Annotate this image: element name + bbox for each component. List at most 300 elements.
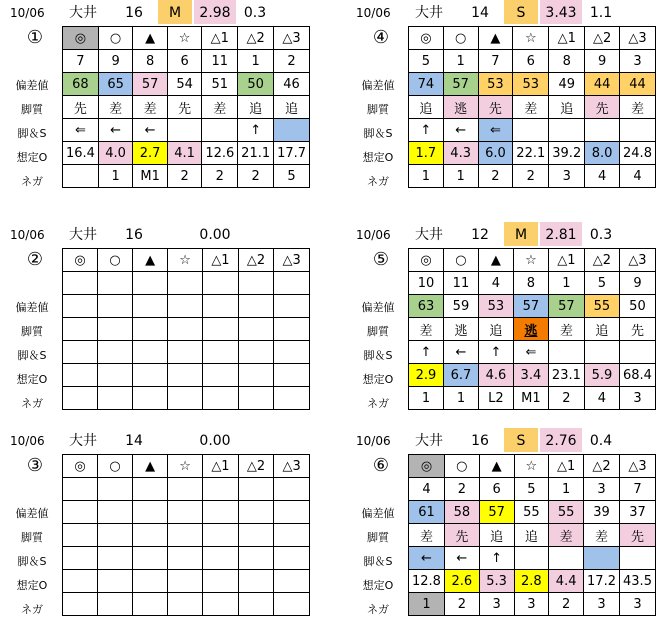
grid-cell: 差 [98, 96, 133, 119]
deviation-row [409, 295, 656, 318]
grid-cell: 追 [549, 96, 585, 119]
marks-row [63, 455, 310, 478]
grid-cell: △1 [203, 455, 239, 478]
grid-cell [63, 570, 98, 593]
grid-cell: ○ [98, 249, 133, 272]
grid-cell: △3 [274, 249, 310, 272]
grade-badge: M [504, 222, 538, 246]
marks-row [63, 249, 310, 272]
grid-cell: 44 [585, 73, 620, 96]
grid-cell [63, 593, 98, 616]
grid-cell: ☆ [168, 455, 203, 478]
running-style-row [63, 524, 310, 547]
secondary-value: 0.4 [589, 433, 613, 449]
grid-cell [168, 501, 203, 524]
prediction-grid [408, 26, 656, 188]
grid-cell: 追 [514, 524, 549, 547]
grid-cell: 9 [585, 50, 620, 73]
grid-cell: 1 [443, 165, 478, 188]
grid-cell [238, 478, 274, 501]
grid-cell: 1 [443, 50, 478, 73]
grid-cell [238, 341, 274, 364]
grade-badge: M [158, 0, 192, 24]
grid-cell [133, 318, 168, 341]
panel-header [10, 428, 310, 452]
score-value: 0.00 [199, 433, 231, 449]
grid-cell [238, 547, 274, 570]
grid-cell [98, 524, 133, 547]
grid-cell: △2 [585, 27, 620, 50]
deviation-row [409, 501, 656, 524]
grid-cell [133, 272, 168, 295]
grid-cell: 先 [444, 524, 479, 547]
grid-cell: 先 [619, 318, 655, 341]
grid-cell: 12.6 [202, 142, 238, 165]
grid-cell [168, 341, 203, 364]
row-label: ネガ [21, 603, 43, 616]
grid-cell: 4.4 [549, 570, 584, 593]
grid-cell: 4 [620, 165, 656, 188]
grid-cell [168, 570, 203, 593]
grid-cell [203, 272, 239, 295]
running-style-row [63, 318, 310, 341]
grid-cell: ▲ [133, 249, 168, 272]
grid-cell: 58 [444, 501, 479, 524]
grid-cell [98, 295, 133, 318]
score-value: 3.43 [540, 0, 582, 24]
horse-number-row [63, 478, 310, 501]
grid-cell: △3 [274, 27, 310, 50]
grid-cell: 差 [549, 524, 584, 547]
grid-cell: 差 [202, 96, 238, 119]
venue-name: 大井 [69, 5, 97, 21]
grid-cell [274, 341, 310, 364]
grid-cell: ← [443, 341, 478, 364]
row-label: 想定O [362, 151, 394, 164]
horse-number-row [409, 272, 656, 295]
grid-cell: 5 [409, 50, 444, 73]
marks-row [409, 455, 656, 478]
grid-cell: 追 [274, 96, 310, 119]
grid-cell: ← [133, 119, 168, 142]
grid-cell: △3 [619, 249, 655, 272]
grid-cell: 23.1 [548, 364, 584, 387]
row-label: 脚＆S [363, 555, 393, 568]
race-panel [356, 0, 656, 194]
grid-cell: 6 [513, 50, 549, 73]
row-label: 偏差値 [361, 507, 395, 520]
grid-cell: 差 [513, 96, 549, 119]
grid-cell: 21.1 [238, 142, 274, 165]
panel-header [10, 0, 310, 24]
panel-header [10, 222, 310, 246]
grid-cell: 3 [549, 165, 585, 188]
grid-cell [63, 524, 98, 547]
grid-cell: 50 [619, 295, 655, 318]
race-panel [356, 428, 656, 622]
grid-cell [619, 341, 655, 364]
grid-cell: 1 [443, 387, 478, 410]
grid-cell: ⇐ [478, 119, 513, 142]
grid-cell [203, 478, 239, 501]
grid-cell: 1 [409, 387, 444, 410]
grid-cell [98, 364, 133, 387]
race-number: ① [26, 27, 44, 48]
grid-cell: ↑ [479, 547, 514, 570]
grid-cell: ↑ [238, 119, 274, 142]
grid-cell: 2.6 [444, 570, 479, 593]
negative-row [63, 593, 310, 616]
deviation-row [63, 501, 310, 524]
grid-cell [203, 593, 239, 616]
grid-cell [98, 318, 133, 341]
secondary-value: 0.3 [589, 227, 613, 243]
grid-cell: 43.5 [620, 570, 656, 593]
grid-cell: ◎ [63, 455, 98, 478]
grid-cell [63, 547, 98, 570]
grid-cell: 74 [409, 73, 444, 96]
grid-cell: ☆ [167, 27, 202, 50]
grid-cell [168, 387, 203, 410]
row-label: 偏差値 [15, 507, 49, 520]
grid-cell [620, 547, 656, 570]
race-date: 10/06 [10, 6, 45, 20]
secondary-value [238, 428, 272, 452]
grid-cell: △3 [620, 455, 656, 478]
grade-badge: S [504, 0, 538, 24]
grid-cell: ← [444, 547, 479, 570]
row-label: 脚質 [367, 325, 389, 338]
venue-name: 大井 [69, 433, 97, 449]
grid-cell [133, 524, 168, 547]
grid-cell: 11 [202, 50, 238, 73]
grid-cell: 4.1 [167, 142, 202, 165]
race-date: 10/06 [10, 228, 45, 242]
grid-cell: 22.1 [513, 142, 549, 165]
grid-cell [203, 570, 239, 593]
grid-cell: 追 [478, 318, 513, 341]
deviation-row [63, 295, 310, 318]
grid-cell: ▲ [133, 27, 168, 50]
grade-badge: S [504, 428, 538, 452]
grid-cell [98, 478, 133, 501]
row-label: 脚質 [21, 103, 43, 116]
grid-cell: 先 [585, 96, 620, 119]
deviation-row [409, 73, 656, 96]
grid-cell: ↑ [478, 341, 513, 364]
grid-cell: 先 [167, 96, 202, 119]
grid-cell: 8 [133, 50, 168, 73]
grid-cell: 57 [133, 73, 168, 96]
grid-cell [203, 547, 239, 570]
row-label: 脚＆S [363, 127, 393, 140]
row-label: 脚質 [367, 103, 389, 116]
row-label: 偏差値 [15, 301, 49, 314]
grid-cell [203, 295, 239, 318]
grid-cell [238, 524, 274, 547]
grid-cell: 57 [443, 73, 478, 96]
grid-cell: 46 [274, 73, 310, 96]
race-number: ② [26, 249, 44, 270]
row-label: 偏差値 [361, 79, 395, 92]
marks-row [63, 27, 310, 50]
grid-cell [63, 341, 98, 364]
race-panel [10, 428, 310, 622]
grid-cell: 9 [619, 272, 655, 295]
score-value: 2.98 [194, 0, 236, 24]
panel-header [356, 0, 656, 24]
race-date: 10/06 [356, 434, 391, 448]
grid-cell: 9 [98, 50, 133, 73]
negative-row [63, 165, 310, 188]
grid-cell: 61 [409, 501, 445, 524]
leg-speed-row [409, 547, 656, 570]
row-label: 脚＆S [17, 555, 47, 568]
grid-cell [133, 295, 168, 318]
grid-cell [168, 547, 203, 570]
grid-cell: 4 [478, 272, 513, 295]
grid-cell: 8.0 [585, 142, 620, 165]
grade-badge [158, 222, 192, 246]
grid-cell: 先 [620, 524, 656, 547]
grid-cell: 4 [585, 165, 620, 188]
grid-cell: 5 [584, 272, 619, 295]
grid-cell: 17.7 [274, 142, 310, 165]
grid-cell: 逃 [443, 318, 478, 341]
grid-cell: 4 [584, 387, 619, 410]
grid-cell [168, 593, 203, 616]
grid-cell [274, 524, 310, 547]
grid-cell: 2 [478, 165, 513, 188]
expected-odds-row [409, 570, 656, 593]
grid-cell [274, 501, 310, 524]
horse-number-row [409, 478, 656, 501]
grid-cell: 39.2 [549, 142, 585, 165]
grid-cell: ▲ [478, 249, 513, 272]
race-panel [10, 0, 310, 194]
row-label: 脚質 [367, 531, 389, 544]
prediction-grid [62, 248, 310, 410]
grid-cell [238, 295, 274, 318]
grid-cell: 1 [409, 165, 444, 188]
grid-cell [274, 272, 310, 295]
field-size: 16 [125, 227, 143, 243]
race-panel [356, 222, 656, 416]
grid-cell [63, 272, 98, 295]
grid-cell: 2.9 [409, 364, 444, 387]
grid-cell: ▲ [478, 27, 513, 50]
grid-cell: 2 [549, 593, 584, 616]
negative-row [409, 593, 656, 616]
grid-cell [238, 272, 274, 295]
grid-cell [133, 364, 168, 387]
grid-cell: △1 [548, 249, 584, 272]
negative-row [63, 387, 310, 410]
horse-number-row [63, 50, 310, 73]
grid-cell [133, 547, 168, 570]
grid-cell: ↑ [409, 341, 444, 364]
prediction-grid [62, 26, 310, 188]
row-label: 脚＆S [363, 349, 393, 362]
grid-cell: 57 [513, 295, 548, 318]
grid-cell: 7 [620, 478, 656, 501]
expected-odds-row [409, 364, 656, 387]
grid-cell: 差 [548, 318, 584, 341]
grid-cell: 2.7 [133, 142, 168, 165]
grid-cell [620, 119, 656, 142]
grid-cell: 24.8 [620, 142, 656, 165]
grid-cell: 2 [444, 478, 479, 501]
grid-cell [548, 341, 584, 364]
row-label: 脚＆S [17, 349, 47, 362]
grid-cell [513, 119, 549, 142]
grid-cell [274, 364, 310, 387]
row-label: 脚質 [21, 531, 43, 544]
grid-cell: 3 [620, 50, 656, 73]
grid-cell: 差 [584, 524, 620, 547]
race-number: ⑤ [372, 249, 390, 270]
grid-cell: 先 [478, 96, 513, 119]
grade-badge [158, 428, 192, 452]
grid-cell [133, 341, 168, 364]
row-label: 偏差値 [361, 301, 395, 314]
running-style-row [409, 524, 656, 547]
grid-cell: 11 [443, 272, 478, 295]
grid-cell: ◎ [63, 249, 98, 272]
venue-name: 大井 [415, 227, 443, 243]
grid-cell: 2 [167, 165, 202, 188]
secondary-value [238, 222, 272, 246]
grid-cell: 逃 [443, 96, 478, 119]
grid-cell: 54 [167, 73, 202, 96]
grid-cell: 3.4 [513, 364, 548, 387]
grid-cell: 6 [167, 50, 202, 73]
grid-cell: 39 [584, 501, 620, 524]
grid-cell: 1.7 [409, 142, 444, 165]
race-number: ④ [372, 27, 390, 48]
grid-cell [203, 318, 239, 341]
grid-cell: ○ [98, 455, 133, 478]
grid-cell: ☆ [514, 455, 549, 478]
grid-cell: △3 [620, 27, 656, 50]
row-label: 想定O [16, 579, 48, 592]
grid-cell [63, 295, 98, 318]
prediction-grid [62, 454, 310, 616]
expected-odds-row [63, 142, 310, 165]
grid-cell: M1 [133, 165, 168, 188]
grid-cell: 59 [443, 295, 478, 318]
leg-speed-row [409, 341, 656, 364]
secondary-value: 0.3 [243, 5, 267, 21]
row-label: 脚＆S [17, 127, 47, 140]
grid-cell: 4.6 [478, 364, 513, 387]
grid-cell: ← [409, 547, 445, 570]
horse-number-row [63, 272, 310, 295]
race-date: 10/06 [10, 434, 45, 448]
negative-row [409, 165, 656, 188]
grid-cell: 2 [444, 593, 479, 616]
row-label: ネガ [21, 397, 43, 410]
grid-cell: 追 [409, 96, 444, 119]
grid-cell: 1 [98, 165, 133, 188]
grid-cell [274, 570, 310, 593]
leg-speed-row [63, 547, 310, 570]
grid-cell [202, 119, 238, 142]
grid-cell: 57 [548, 295, 584, 318]
grid-cell: 7 [478, 50, 513, 73]
grid-cell: 49 [549, 73, 585, 96]
score-value: 0.00 [199, 227, 231, 243]
race-number: ③ [26, 455, 44, 476]
grid-cell: △2 [238, 455, 274, 478]
grid-cell: 4 [409, 478, 445, 501]
grid-cell: 8 [549, 50, 585, 73]
grid-cell [98, 501, 133, 524]
grid-cell [133, 478, 168, 501]
grid-cell: 追 [479, 524, 514, 547]
grid-cell: ○ [98, 27, 133, 50]
score-value: 2.81 [540, 222, 582, 246]
grid-cell: 12.8 [409, 570, 445, 593]
venue-name: 大井 [69, 227, 97, 243]
negative-row [409, 387, 656, 410]
horse-number-row [409, 50, 656, 73]
grid-cell: ⇐ [63, 119, 99, 142]
grid-cell [203, 341, 239, 364]
prediction-grid [408, 248, 656, 410]
grid-cell: 63 [409, 295, 444, 318]
grid-cell: △2 [584, 455, 620, 478]
grid-cell [63, 501, 98, 524]
grid-cell: 50 [238, 73, 274, 96]
expected-odds-row [409, 142, 656, 165]
race-date: 10/06 [356, 228, 391, 242]
grid-cell: 先 [63, 96, 99, 119]
score-value: 2.76 [540, 428, 582, 452]
grid-cell: 5.9 [584, 364, 619, 387]
grid-cell: ☆ [513, 27, 549, 50]
grid-cell: 6.7 [443, 364, 478, 387]
grid-cell [238, 593, 274, 616]
grid-cell [274, 478, 310, 501]
grid-cell: 65 [98, 73, 133, 96]
grid-cell: 2 [274, 50, 310, 73]
row-label: 想定O [362, 373, 394, 386]
marks-row [409, 27, 656, 50]
grid-cell: △2 [238, 27, 274, 50]
row-label: ネガ [367, 175, 389, 188]
grid-cell: 68.4 [619, 364, 655, 387]
leg-speed-row [63, 341, 310, 364]
grid-cell: 57 [479, 501, 514, 524]
race-number: ⑥ [372, 455, 390, 476]
row-label: ネガ [367, 603, 389, 616]
venue-name: 大井 [415, 5, 443, 21]
grid-cell: 68 [63, 73, 99, 96]
grid-cell [98, 593, 133, 616]
field-size: 14 [471, 5, 489, 21]
grid-cell [133, 570, 168, 593]
grid-cell: 2.8 [514, 570, 549, 593]
grid-cell [274, 387, 310, 410]
grid-cell: ◎ [63, 27, 99, 50]
grid-cell [168, 478, 203, 501]
grid-cell [133, 593, 168, 616]
grid-cell: 3 [479, 593, 514, 616]
grid-cell [274, 547, 310, 570]
prediction-grid [408, 454, 656, 616]
grid-cell [63, 364, 98, 387]
